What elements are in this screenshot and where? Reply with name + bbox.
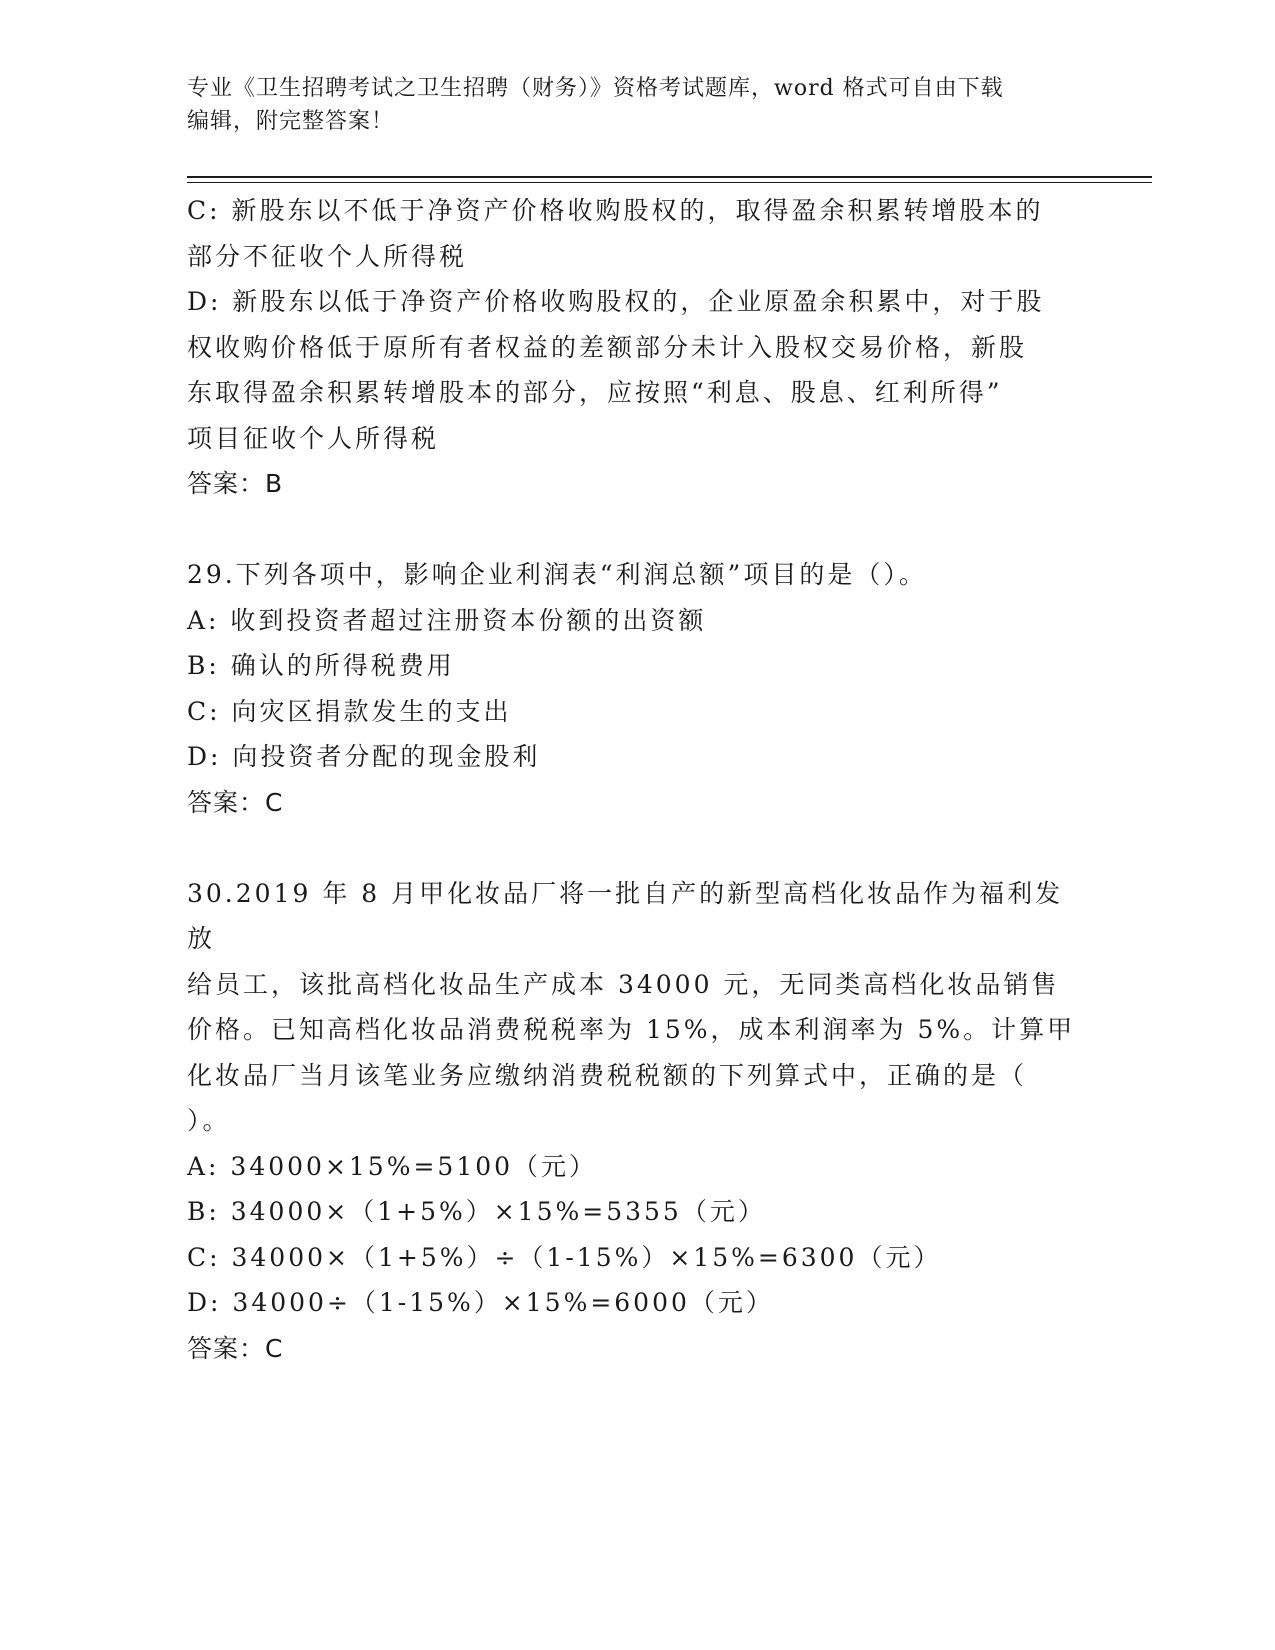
question-stem-line-2: 给员工，该批高档化妆品生产成本 34000 元，无同类高档化妆品销售 [187,969,1060,999]
question-stem-line-4: 化妆品厂当月该笔业务应缴纳消费税税额的下列算式中，正确的是（ [187,1060,1028,1090]
question-stem: 29.下列各项中，影响企业利润表“利润总额”项目的是（）。 [187,560,927,589]
header-line-1: 专业《卫生招聘考试之卫生招聘（财务）》资格考试题库，word 格式可自由下载 [187,76,1004,101]
header-divider-thick [187,176,1152,178]
question-29 [187,552,1087,825]
question-stem-line-1: 30.2019 年 8 月甲化妆品厂将一批自产的新型高档化妆品作为福利发放 [187,878,1064,953]
question-content [187,188,1087,1371]
option-d-line-2: 权收购价格低于原所有者权益的差额部分未计入股权交易价格，新股 [187,332,1028,362]
question-stem-line-5: ）。 [187,1106,231,1135]
option-b: B: 34000×（1+5%）×15%=5355（元） [187,1197,766,1226]
option-d: D: 34000÷（1-15%）×15%=6000（元） [187,1288,774,1317]
option-d-line-1: D: 新股东以低于净资产价格收购股权的，企业原盈余积累中，对于股 [187,287,1045,316]
header-divider-thin [187,182,1152,183]
option-b: B: 确认的所得税费用 [187,651,455,680]
question-30 [187,871,1087,1372]
option-c-line-2: 部分不征收个人所得税 [187,241,468,271]
prev-question [187,188,1087,507]
option-d-line-3: 东取得盈余积累转增股本的部分，应按照“利息、股息、红利所得” [187,378,1003,407]
document-header [187,72,1087,138]
option-a: A: 34000×15%=5100（元） [187,1151,598,1181]
answer-label: 答案：B [187,469,284,498]
question-stem-line-3: 价格。已知高档化妆品消费税税率为 15%，成本利润率为 5%。计算甲 [187,1015,1076,1044]
option-d-line-4: 项目征收个人所得税 [187,423,440,453]
option-c: C: 34000×（1+5%）÷（1-15%）×15%=6300（元） [187,1242,942,1272]
option-c: C: 向灾区捐款发生的支出 [187,696,512,726]
option-d: D: 向投资者分配的现金股利 [187,742,541,771]
answer-label: 答案：C [187,787,284,817]
answer-label: 答案：C [187,1333,284,1363]
header-line-2: 编辑，附完整答案！ [187,109,395,134]
option-c-line-1: C: 新股东以不低于净资产价格收购股权的，取得盈余积累转增股本的 [187,196,1044,225]
option-a: A: 收到投资者超过注册资本份额的出资额 [187,605,707,635]
